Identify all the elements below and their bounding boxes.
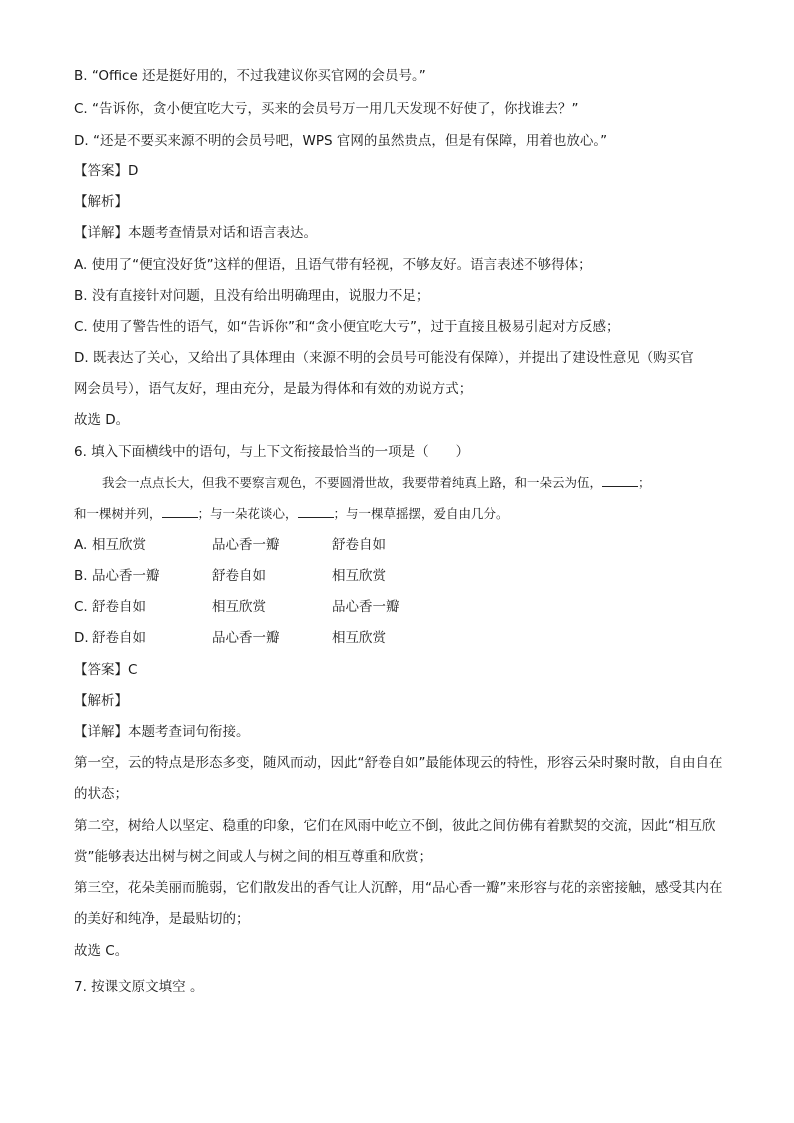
blank-2 (162, 505, 198, 518)
q6-stem: 6. 填入下面横线中的语句，与上下文衔接最恰当的一项是（ ） (74, 444, 470, 460)
passage-text-4: ；与一朵花谈心， (197, 506, 298, 521)
q6-blank3-explanation: 第三空，花朵美丽而脆弱，它们散发出的香气让人沉醉，用“品心香一瓣”来形容与花的亲密接触，感受其内在的美好和纯净，是最贴切的； (74, 880, 723, 927)
option-d-previous: D. “还是不要买来源不明的会员号吧，WPS 官网的虽然贵点，但是有保障，用着也放心。” (74, 133, 608, 149)
q6-answer: 【答案】C (74, 662, 138, 678)
option-letter: B. (74, 568, 88, 584)
q6-passage (74, 467, 724, 529)
q6-detail-intro: 【详解】本题考查词句衔接。 (74, 724, 250, 740)
option-choice-2: 品心香一瓣 (212, 630, 280, 646)
passage-text-1: 我会一点点长大，但我不要察言观色，不要圆滑世故，我要带着纯真上路，和一朵云为伍， (102, 475, 603, 490)
q6-analysis-heading: 【解析】 (74, 693, 128, 709)
q6-blank2-explanation: 第二空，树给人以坚定、稳重的印象，它们在风雨中屹立不倒，彼此之间仿佛有着默契的交流，因此“相互欣赏”能够表达出树与树之间或人与树之间的相互尊重和欣赏； (74, 818, 716, 865)
option-choice-2: 品心香一瓣 (212, 537, 280, 553)
q5-conclusion: 故选 D。 (74, 412, 130, 428)
q5-explanation-d-line2: 网会员号），语气友好，理由充分，是最为得体和有效的劝说方式； (74, 381, 473, 397)
q6-blank1-explanation: 第一空，云的特点是形态多变，随风而动，因此“舒卷自如”最能体现云的特性，形容云朵时聚时散，自由自在的状态； (74, 755, 723, 802)
blank-1 (602, 474, 638, 487)
option-choice-2: 相互欣赏 (212, 599, 266, 615)
option-choice-2: 舒卷自如 (212, 568, 266, 584)
option-choice-3: 相互欣赏 (332, 568, 386, 584)
q5-answer: 【答案】D (74, 163, 139, 179)
q5-explanation-d-line1: D. 既表达了关心，又给出了具体理由（来源不明的会员号可能没有保障），并提出了建设性意见（购买官 (74, 350, 694, 366)
option-letter: C. (74, 599, 88, 615)
option-choice-1: 品心香一瓣 (92, 568, 160, 584)
q5-explanation-a: A. 使用了“便宜没好货”这样的俚语，且语气带有轻视，不够友好。语言表述不够得体； (74, 257, 592, 273)
q5-explanation-b: B. 没有直接针对问题，且没有给出明确理由，说服力不足； (74, 288, 430, 304)
option-letter: A. (74, 537, 88, 553)
passage-text-3: 和一棵树并列， (74, 506, 162, 521)
q5-analysis-heading: 【解析】 (74, 194, 128, 210)
blank-3 (298, 505, 334, 518)
option-letter: D. (74, 630, 89, 646)
passage-text-5: ；与一棵草摇摆，爱自由几分。 (333, 506, 509, 521)
option-choice-1: 舒卷自如 (92, 630, 146, 646)
q7-stem: 7. 按课文原文填空 。 (74, 979, 204, 995)
option-choice-3: 品心香一瓣 (332, 599, 400, 615)
option-choice-1: 舒卷自如 (92, 599, 146, 615)
option-b-previous: B. “Office 还是挺好用的，不过我建议你买官网的会员号。” (74, 68, 426, 84)
option-choice-3: 舒卷自如 (332, 537, 386, 553)
q5-explanation-c: C. 使用了警告性的语气，如“告诉你”和“贪小便宜吃大亏”，过于直接且极易引起对方反感； (74, 319, 620, 335)
option-choice-3: 相互欣赏 (332, 630, 386, 646)
option-c-previous: C. “告诉你，贪小便宜吃大亏，买来的会员号万一用几天发现不好使了，你找谁去？” (74, 101, 579, 117)
option-choice-1: 相互欣赏 (92, 537, 146, 553)
q6-conclusion: 故选 C。 (74, 943, 129, 959)
q5-detail-intro: 【详解】本题考查情景对话和语言表达。 (74, 225, 317, 241)
passage-text-2: ； (638, 475, 651, 490)
